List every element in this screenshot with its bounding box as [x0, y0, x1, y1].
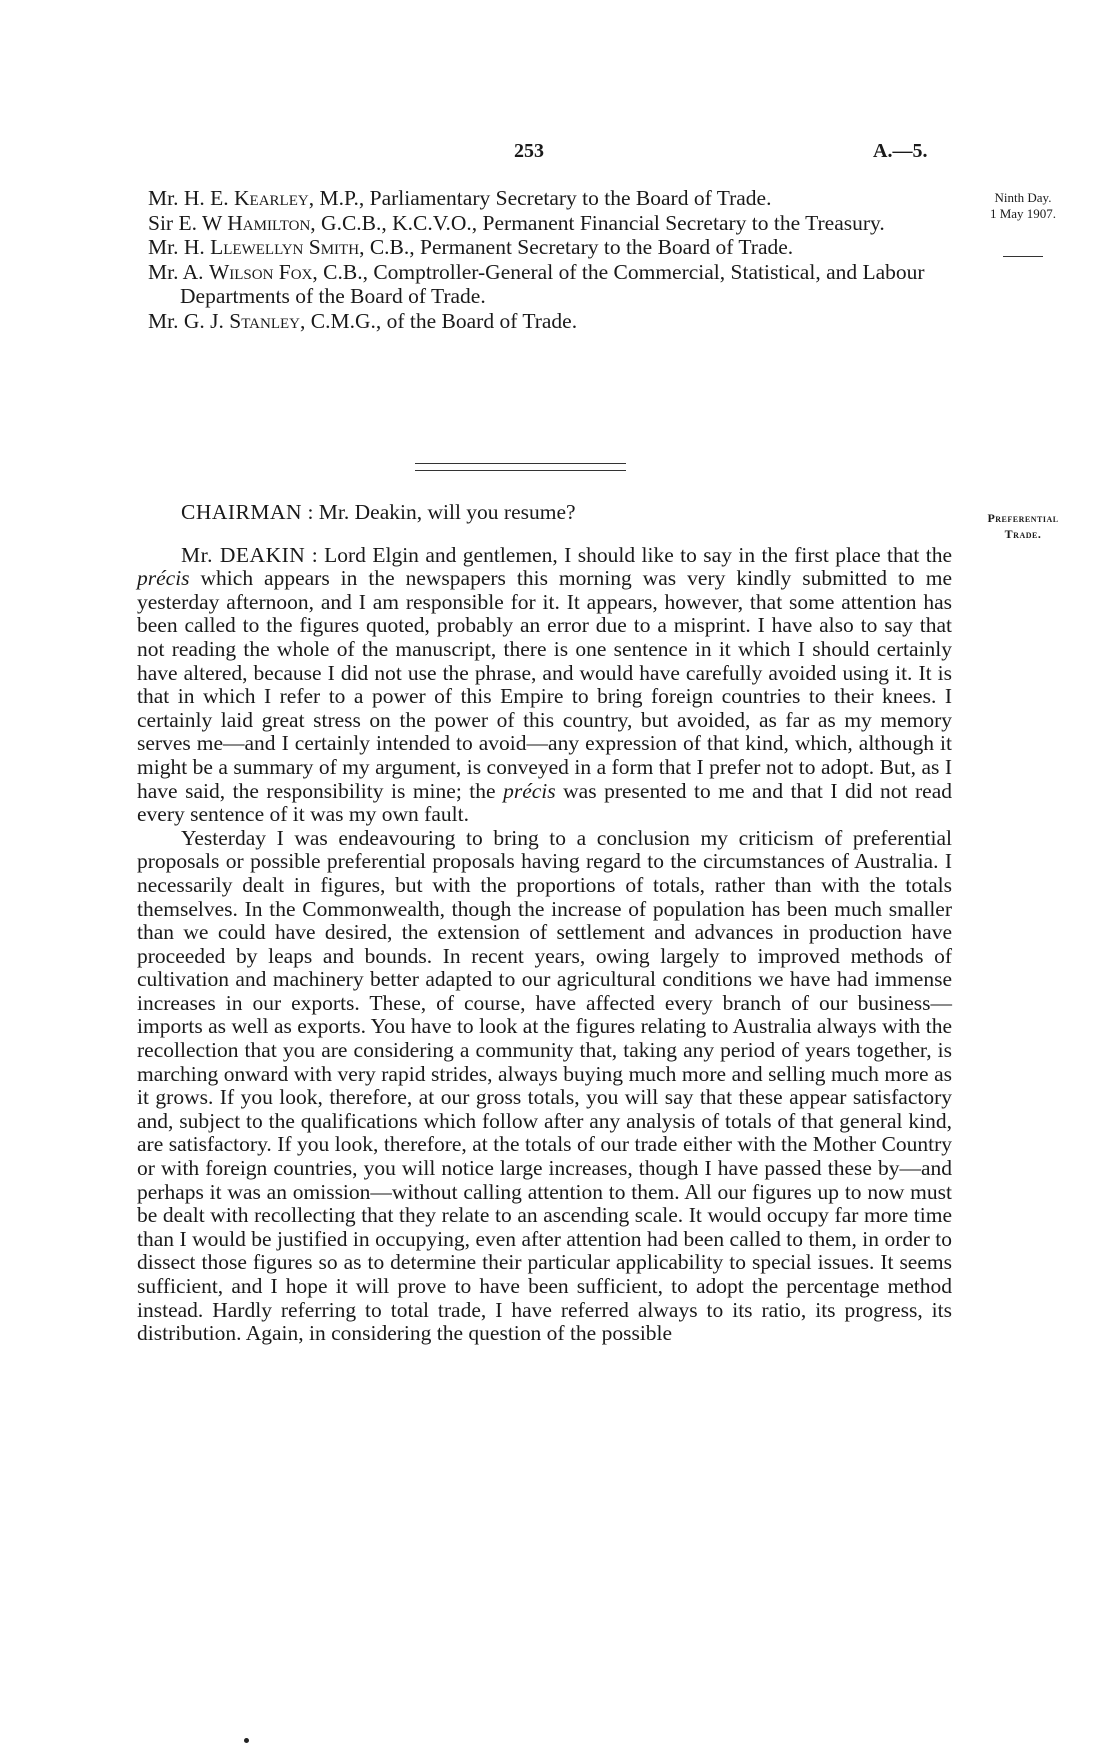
attendee-initials: H. E.	[183, 186, 235, 210]
transcript-body	[137, 501, 952, 1346]
attendee-initials: E. W	[178, 210, 228, 235]
attendee-title: Mr.	[148, 259, 183, 284]
italic-term: précis	[503, 778, 556, 803]
margin-topic-line1: Preferential	[987, 511, 1059, 525]
attendee-surname: Wilson Fox	[208, 259, 313, 284]
document-reference: A.—5.	[873, 140, 928, 162]
attendee-title: Mr.	[148, 186, 184, 210]
attendee-surname: Llewellyn Smith	[210, 235, 360, 259]
italic-term: précis	[137, 566, 190, 591]
remark-text: : Mr. Deakin, will you resume?	[302, 500, 576, 524]
margin-note-topic	[962, 510, 1084, 542]
margin-day: Ninth Day.	[994, 190, 1052, 205]
margin-note-day	[972, 190, 1074, 222]
attendee-title: Mr.	[148, 308, 184, 333]
attendee-description: , G.C.B., K.C.V.O., Permanent Financial Secretary to the Treasury.	[310, 210, 885, 235]
attendee-title: Mr.	[148, 235, 184, 259]
attendee-entry	[148, 260, 948, 309]
paragraph-text: which appears in the newspapers this morning was very kindly submitted to me yesterday afternoon, and I am responsible for it. It appears, however, that some attention has been called to the figures quoted, probably an error due to a misprint. I have also to say that not reading the whole of the manuscript, there is one sentence in it which I should certainly have altered, because I did not use the phrase, and would have carefully avoided using it. It is that in which I refer to a power of this Empire to bring foreign countries to their knees. I certainly laid great stress on the power of this country, but avoided, as far as my memory serves me—and I certainly intended to avoid—any expression of that kind, which, although it might be a summary of my argument, is conveyed in a form that I prefer not to adopt. But, as I have said, the responsibility is mine; the	[137, 566, 952, 803]
paragraph-text: was presented to me and that I did not read every sentence of it was my own fault.	[137, 778, 952, 827]
paragraph-text: : Lord Elgin and gentlemen, I should like to say in the first place that the	[305, 542, 952, 567]
attendee-entry	[148, 309, 948, 334]
attendee-surname: Hamilton	[227, 210, 311, 235]
attendee-surname: Kearley	[234, 186, 309, 210]
chairman-remark	[137, 501, 952, 525]
speaker-name: CHAIRMAN	[181, 500, 303, 524]
attendee-description: , C.B., Comptroller-General of the Commercial, Statistical, and Labour Departments of the Board of Trade.	[180, 259, 925, 308]
attendee-title: Sir	[148, 210, 179, 235]
attendee-initials: H.	[183, 235, 211, 259]
attendee-description: , C.B., Permanent Secretary to the Board of Trade.	[359, 235, 794, 259]
page-number: 253	[514, 140, 544, 162]
attendee-description: , C.M.G., of the Board of Trade.	[300, 308, 578, 333]
section-divider	[415, 463, 626, 471]
deakin-paragraph-1	[137, 544, 952, 827]
attendee-initials: G. J.	[183, 308, 230, 333]
margin-topic-line2: Trade.	[1004, 527, 1042, 541]
attendee-list	[148, 186, 948, 333]
attendee-entry	[148, 211, 948, 236]
attendee-entry	[148, 186, 948, 211]
speaker-name: Mr. DEAKIN	[181, 542, 306, 567]
attendee-entry	[148, 235, 948, 260]
attendee-initials: A.	[182, 259, 209, 284]
attendee-description: , M.P., Parliamentary Secretary to the Board of Trade.	[308, 186, 772, 210]
scan-speck	[244, 1738, 249, 1743]
margin-date: 1 May 1907.	[989, 206, 1057, 221]
margin-divider	[1003, 256, 1043, 257]
deakin-paragraph-2: Yesterday I was endeavouring to bring to a conclusion my criticism of preferential proposals or possible preferential proposals having regard to the circumstances of Australia. I necessarily dealt in figures, but with the proportions of totals, rather than with the totals themselves. In the Commonwealth, though the increase of population has been much smaller than we could have desired, the extension of settlement and advances in production have proceeded by leaps and bounds. In recent years, owing largely to improved methods of cultivation and machinery better adapted to our agricultural conditions we have had immense increases in our exports. These, of course, have affected every branch of our business—imports as well as exports. You have to look at the figures relating to Australia always with the recollection that you are considering a community that, taking any period of years together, is marching onward with very rapid strides, always buying much more and selling much more as it grows. If you look, therefore, at our gross totals, you will say that these appear satisfactory and, subject to the qualifications which follow after any analysis of totals of that general kind, are satisfactory. If you look, therefore, at the totals of our trade either with the Mother Country or with foreign countries, you will notice large increases, though I have passed these by—and perhaps it was an omission—without calling attention to them. All our figures up to now must be dealt with recollecting that they relate to an ascending scale. It would occupy far more time than I would be justified in occupying, even after attention had been called to them, in order to dissect those figures so as to determine their particular applicability to special issues. It seems sufficient, and I hope it will prove to have been sufficient, to adopt the percentage method instead. Hardly referring to total trade, I have referred always to its ratio, its progress, its distribution. Again, in considering the question of the possible	[137, 825, 952, 1346]
attendee-surname: Stanley	[229, 308, 300, 333]
